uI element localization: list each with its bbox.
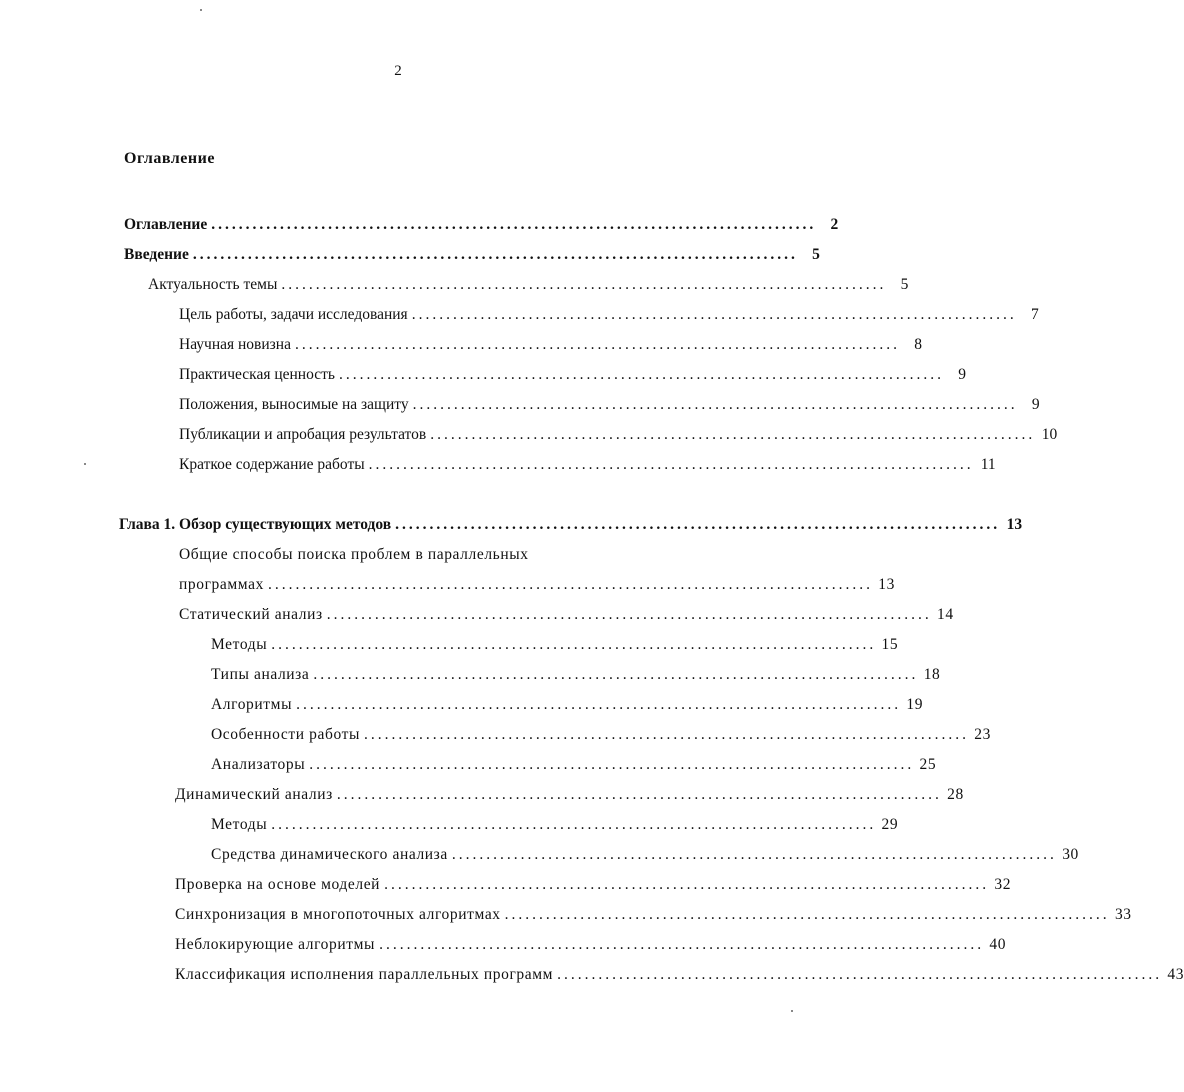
toc-entry: [179, 364, 966, 386]
toc-entry-page: 30: [1062, 846, 1079, 863]
toc-entry: [175, 934, 1007, 956]
toc-entry: [179, 454, 996, 476]
toc-entry-title: Публикации и апробация результатов: [179, 426, 427, 443]
dot-leader: ........................................................................................: [294, 336, 900, 353]
toc-entry-title: Цель работы, задачи исследования: [179, 306, 408, 323]
toc-entry-title: Статический анализ: [179, 606, 323, 623]
dot-leader: ........................................................................................: [271, 816, 877, 833]
toc-entry: [179, 334, 922, 356]
dot-leader: ........................................................................................: [395, 516, 1001, 533]
dot-leader: ........................................................................................: [267, 576, 873, 593]
toc-entry-page: 40: [989, 936, 1007, 953]
toc-entry-title: Общие способы поиска проблем в параллельных: [179, 546, 529, 563]
toc-entry-page: 32: [994, 876, 1012, 893]
toc-entry: [211, 754, 937, 776]
dot-leader: ........................................................................................: [313, 666, 919, 683]
toc-entry-title: Средства динамического анализа: [211, 846, 448, 863]
dot-leader: ........................................................................................: [271, 636, 877, 653]
dot-leader: ........................................................................................: [451, 846, 1057, 863]
toc-entry-page: 9: [1031, 396, 1040, 413]
toc-entry-title: Положения, выносимые на защиту: [179, 396, 409, 413]
toc-entry: [179, 604, 954, 626]
dot-leader: ........................................................................................: [326, 606, 932, 623]
dot-leader: ........................................................................................: [411, 306, 1017, 323]
toc-entry-title: Практическая ценность: [179, 366, 335, 383]
toc-entry: [179, 574, 895, 596]
toc-entry: [179, 424, 1058, 446]
dot-leader: ........................................................................................: [412, 396, 1018, 413]
toc-entry: [175, 904, 1132, 926]
toc-entry-page: 25: [919, 756, 937, 773]
toc-entry-title: Проверка на основе моделей: [175, 876, 381, 893]
toc-entry-page: 7: [1030, 306, 1039, 323]
toc-entry-title: Особенности работы: [211, 726, 360, 743]
scan-speck: [200, 9, 202, 11]
toc-entry-title: Типы анализа: [211, 666, 310, 683]
dot-leader: ........................................................................................: [296, 696, 902, 713]
page-title: Оглавление: [124, 150, 215, 167]
toc-entry-title: Анализаторы: [211, 756, 306, 773]
toc-entry-page: 29: [881, 816, 899, 833]
toc-entry-page: 33: [1114, 906, 1132, 923]
toc-entry: [179, 304, 1039, 326]
toc-entry-title: Глава 1. Обзор существующих методов: [119, 516, 392, 533]
toc-entry-page: 5: [900, 276, 909, 293]
toc-entry: [124, 214, 839, 236]
toc-entry: [119, 514, 1023, 536]
dot-leader: ........................................................................................: [338, 366, 944, 383]
toc-entry: [211, 694, 924, 716]
toc-entry: [211, 844, 1079, 866]
toc-entry-title: Научная новизна: [179, 336, 291, 353]
toc-entry-page: 15: [881, 636, 899, 653]
toc-entry: [124, 244, 820, 266]
toc-entry-title: Актуальность темы: [148, 276, 278, 293]
dot-leader: ........................................................................................: [557, 966, 1163, 983]
toc-entry-title: Динамический анализ: [175, 786, 333, 803]
toc-entry-page: 10: [1041, 426, 1058, 443]
dot-leader: ........................................................................................: [336, 786, 942, 803]
toc-entry-title: Методы: [211, 816, 268, 833]
toc-entry: [211, 664, 941, 686]
toc-entry-page: 13: [878, 576, 895, 593]
toc-entry-title: Методы: [211, 636, 268, 653]
dot-leader: ........................................................................................: [192, 246, 798, 263]
toc-entry: [175, 784, 964, 806]
toc-entry: [211, 634, 899, 656]
toc-entry-page: 18: [923, 666, 941, 683]
toc-entry-page: 8: [914, 336, 922, 353]
scan-speck: [84, 463, 86, 465]
toc-entry-page: 19: [906, 696, 924, 713]
toc-entry-title: Синхронизация в многопоточных алгоритмах: [175, 906, 501, 923]
page-number: 2: [394, 63, 402, 79]
toc-entry-page: 14: [937, 606, 954, 623]
dot-leader: ........................................................................................: [368, 456, 974, 473]
dot-leader: ........................................................................................: [309, 756, 915, 773]
toc-entry: [179, 394, 1040, 416]
dot-leader: ........................................................................................: [379, 936, 985, 953]
toc-entry-page: 9: [958, 366, 966, 383]
toc-entry-page: 2: [830, 216, 839, 233]
toc-entry-title: Оглавление: [124, 216, 208, 233]
toc-entry-page: 28: [947, 786, 964, 803]
toc-entry-title: Неблокирующие алгоритмы: [175, 936, 376, 953]
toc-entry: [175, 874, 1012, 896]
toc-entry-page: 43: [1167, 966, 1184, 983]
toc-entry-title: Алгоритмы: [211, 696, 293, 713]
dot-leader: ........................................................................................: [430, 426, 1036, 443]
dot-leader: ........................................................................................: [211, 216, 817, 233]
dot-leader: ........................................................................................: [504, 906, 1110, 923]
toc-entry-page: 11: [980, 456, 996, 473]
toc-entry: [211, 724, 991, 746]
toc-entry-title: Введение: [124, 246, 189, 263]
toc-entry-title: Краткое содержание работы: [179, 456, 365, 473]
toc-entry-page: 23: [974, 726, 991, 743]
toc-entry-page: 5: [812, 246, 820, 263]
scan-speck: [791, 1010, 793, 1012]
toc-entry-title: программах: [179, 576, 264, 593]
toc-entry: [148, 274, 909, 296]
toc-entry: [175, 964, 1184, 986]
dot-leader: ........................................................................................: [363, 726, 969, 743]
toc-entry-page: 13: [1006, 516, 1023, 533]
toc-entry-title: Классификация исполнения параллельных программ: [175, 966, 554, 983]
dot-leader: ........................................................................................: [281, 276, 887, 293]
toc-entry: [211, 814, 899, 836]
dot-leader: ........................................................................................: [384, 876, 990, 893]
